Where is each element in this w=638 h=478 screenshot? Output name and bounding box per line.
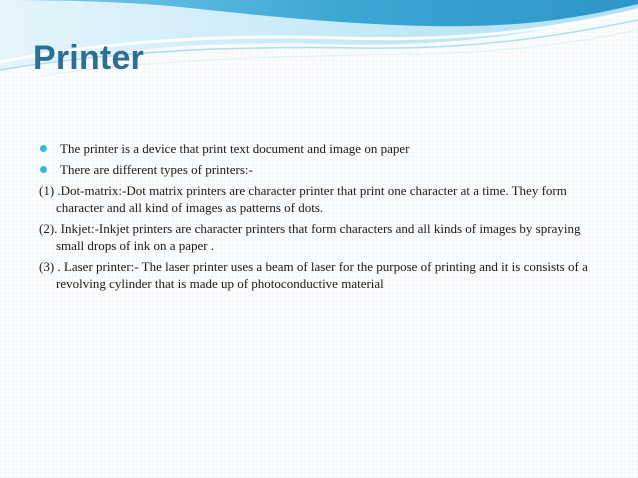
- paragraph-dot-matrix: (1) .Dot-matrix:-Dot matrix printers are character printer that print one character at a time. They form character and all kind of images as patterns of dots.: [39, 183, 567, 215]
- bullet-text: There are different types of printers:-: [60, 162, 253, 177]
- slide-body: [40, 140, 600, 296]
- bullet-text: The printer is a device that print text document and image on paper: [60, 141, 410, 156]
- slide-title: Printer: [33, 39, 144, 77]
- paragraph-laser: (3) . Laser printer:- The laser printer uses a beam of laser for the purpose of printing and it is consists of a revolving cylinder that is made up of photoconductive material: [39, 259, 588, 291]
- bullet-item: [40, 140, 600, 157]
- paragraph-inkjet: (2). Inkjet:-Inkjet printers are character printers that form characters and all kinds of images by spraying small drops of ink on a paper .: [39, 221, 581, 253]
- bullet-dot-icon: [40, 166, 47, 173]
- bullet-dot-icon: [40, 145, 47, 152]
- bullet-item: [40, 161, 600, 178]
